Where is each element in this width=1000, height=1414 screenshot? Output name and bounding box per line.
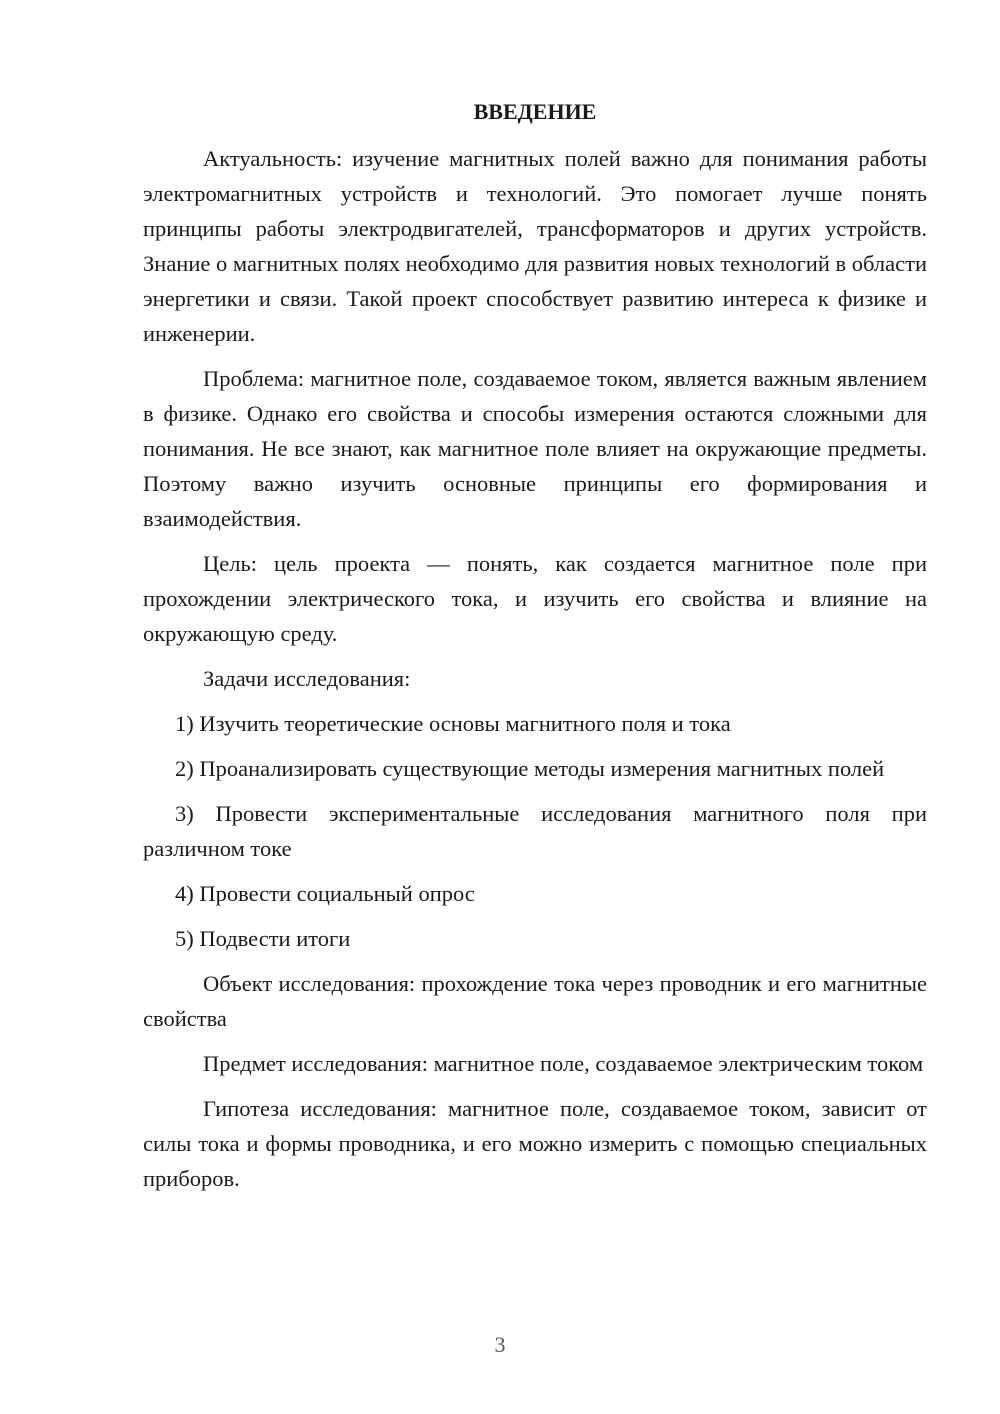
- list-item: 5) Подвести итоги: [175, 926, 351, 951]
- paragraph-problem: Проблема: магнитное поле, создаваемое током, является важным явлением в физике. Однако его свойства и способы измерения остаются сложными для понимания. Не все знают, как магнитное поле влияет на окружающие предметы. Поэтому важно изучить основные принципы его формирования и взаимодействия.: [143, 366, 927, 531]
- paragraph-goal: Цель: цель проекта — понять, как создается магнитное поле при прохождении электрического тока, и изучить его свойства и влияние на окружающую среду.: [143, 551, 927, 646]
- list-item: 1) Изучить теоретические основы магнитного поля и тока: [175, 711, 731, 736]
- paragraph-relevance: Актуальность: изучение магнитных полей важно для понимания работы электромагнитных устройств и технологий. Это помогает лучше понять принципы работы электродвигателей, трансформаторов и других устройств. Знание о магнитных полях необходимо для развития новых технологий в области энергетики и связи. Такой проект способствует развитию интереса к физике и инженерии.: [143, 146, 927, 346]
- tasks-list: [143, 706, 927, 956]
- list-item: 3) Провести экспериментальные исследования магнитного поля при различном токе: [143, 801, 927, 861]
- list-item: 4) Провести социальный опрос: [175, 881, 475, 906]
- paragraph-object: Объект исследования: прохождение тока через проводник и его магнитные свойства: [143, 971, 927, 1031]
- paragraph-hypothesis: Гипотеза исследования: магнитное поле, создаваемое током, зависит от силы тока и формы проводника, и его можно измерить с помощью специальных приборов.: [143, 1096, 927, 1191]
- list-item: 2) Проанализировать существующие методы измерения магнитных полей: [175, 756, 885, 781]
- page-number: 3: [494, 1332, 506, 1357]
- document-page: [143, 94, 927, 1206]
- page-title: ВВЕДЕНИЕ: [473, 99, 597, 124]
- tasks-heading: Задачи исследования:: [203, 666, 411, 691]
- paragraph-subject: Предмет исследования: магнитное поле, создаваемое электрическим током: [203, 1051, 924, 1076]
